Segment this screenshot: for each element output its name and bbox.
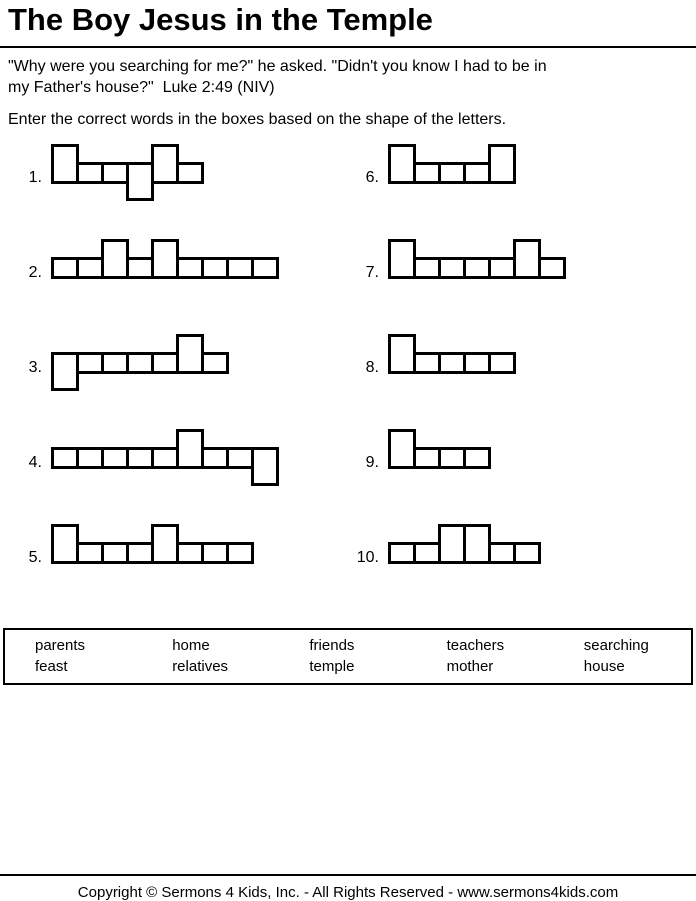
letter-box xyxy=(388,542,416,564)
letter-box xyxy=(76,352,104,374)
page-footer: Copyright © Sermons 4 Kids, Inc. - All Rights Reserved - www.sermons4kids.com xyxy=(0,874,696,901)
word-bank-word: house xyxy=(583,658,625,675)
page-title: The Boy Jesus in the Temple xyxy=(8,2,433,37)
puzzle-row xyxy=(18,106,355,201)
letter-box xyxy=(463,257,491,279)
letter-box xyxy=(388,429,416,469)
letter-box xyxy=(101,542,129,564)
letter-boxes xyxy=(388,334,516,374)
letter-box xyxy=(126,447,154,469)
letter-box xyxy=(538,257,566,279)
letter-box xyxy=(76,162,104,184)
word-bank-word: searching xyxy=(583,637,649,654)
letter-box xyxy=(251,447,279,486)
puzzle-number: 7. xyxy=(365,264,379,281)
letter-box xyxy=(151,524,179,564)
letter-box xyxy=(101,447,129,469)
word-bank-word: temple xyxy=(309,658,355,675)
letter-box xyxy=(513,542,541,564)
word-bank-word: mother xyxy=(446,658,494,675)
puzzle-number: 3. xyxy=(28,359,42,376)
letter-box xyxy=(51,447,79,469)
puzzle-row xyxy=(355,486,696,581)
letter-box xyxy=(51,524,79,564)
letter-box xyxy=(126,257,154,279)
letter-box xyxy=(413,542,441,564)
letter-box xyxy=(176,429,204,469)
letter-boxes xyxy=(51,334,229,374)
letter-box xyxy=(488,144,516,184)
letter-box xyxy=(413,447,441,469)
letter-boxes xyxy=(388,524,541,564)
puzzle-row xyxy=(355,391,696,486)
letter-box xyxy=(76,257,104,279)
word-bank-word: home xyxy=(172,637,210,654)
letter-box xyxy=(151,144,179,184)
letter-box xyxy=(151,447,179,469)
letter-box xyxy=(176,162,204,184)
puzzle-number: 4. xyxy=(28,454,42,471)
puzzle-grid xyxy=(0,106,696,581)
letter-box xyxy=(463,352,491,374)
puzzle-number: 9. xyxy=(365,454,379,471)
puzzle-number: 1. xyxy=(28,169,42,186)
word-bank-word: parents xyxy=(35,637,86,654)
letter-box xyxy=(438,447,466,469)
letter-box xyxy=(226,542,254,564)
letter-box xyxy=(226,447,254,469)
verse-line-2: my Father's house?" Luke 2:49 (NIV) xyxy=(8,79,275,96)
letter-box xyxy=(176,542,204,564)
instructions-text: Enter the correct words in the boxes based on the shape of the letters. xyxy=(8,111,507,128)
letter-box xyxy=(438,352,466,374)
letter-box xyxy=(101,352,129,374)
letter-box xyxy=(463,447,491,469)
letter-box xyxy=(201,352,229,374)
letter-box xyxy=(226,257,254,279)
puzzle-number: 5. xyxy=(28,549,42,566)
letter-box xyxy=(51,352,79,391)
puzzle-number: 10. xyxy=(356,549,379,566)
letter-box xyxy=(51,144,79,184)
letter-boxes xyxy=(51,144,204,184)
letter-box xyxy=(413,352,441,374)
letter-boxes xyxy=(388,144,516,184)
letter-box xyxy=(151,239,179,279)
letter-box xyxy=(76,447,104,469)
letter-box xyxy=(201,542,229,564)
verse-line-1: "Why were you searching for me?" he asked. "Didn't you know I had to be in xyxy=(8,58,547,75)
letter-box xyxy=(488,352,516,374)
letter-box xyxy=(438,162,466,184)
letter-boxes xyxy=(388,429,491,469)
letter-box xyxy=(388,334,416,374)
word-bank-word: teachers xyxy=(446,637,505,654)
letter-box xyxy=(176,334,204,374)
letter-box xyxy=(438,524,466,564)
puzzle-number: 8. xyxy=(365,359,379,376)
puzzle-row xyxy=(18,201,355,296)
puzzle-row xyxy=(355,201,696,296)
letter-box xyxy=(51,257,79,279)
puzzle-column-left xyxy=(18,106,355,581)
letter-box xyxy=(201,447,229,469)
puzzle-number: 6. xyxy=(365,169,379,186)
letter-box xyxy=(251,257,279,279)
letter-box xyxy=(151,352,179,374)
letter-box xyxy=(413,162,441,184)
puzzle-column-right xyxy=(355,106,696,581)
letter-box xyxy=(101,239,129,279)
puzzle-row xyxy=(355,106,696,201)
letter-box xyxy=(488,257,516,279)
letter-box xyxy=(201,257,229,279)
puzzle-row xyxy=(18,296,355,391)
word-bank-word: friends xyxy=(309,637,355,654)
letter-box xyxy=(463,524,491,564)
letter-box xyxy=(388,239,416,279)
letter-box xyxy=(438,257,466,279)
letter-box xyxy=(488,542,516,564)
letter-box xyxy=(463,162,491,184)
letter-box xyxy=(101,162,129,184)
bible-verse xyxy=(0,48,696,98)
letter-box xyxy=(388,144,416,184)
puzzle-number: 2. xyxy=(28,264,42,281)
letter-box xyxy=(176,257,204,279)
letter-box xyxy=(76,542,104,564)
letter-box xyxy=(126,162,154,201)
word-bank-word: relatives xyxy=(172,658,229,675)
letter-box xyxy=(126,352,154,374)
word-bank-word: feast xyxy=(35,658,68,675)
page-header xyxy=(0,0,696,48)
puzzle-row xyxy=(355,296,696,391)
letter-box xyxy=(513,239,541,279)
letter-boxes xyxy=(51,524,254,564)
puzzle-row xyxy=(18,391,355,486)
letter-boxes xyxy=(51,429,279,469)
puzzle-row xyxy=(18,486,355,581)
letter-box xyxy=(126,542,154,564)
letter-boxes xyxy=(51,239,279,279)
letter-box xyxy=(413,257,441,279)
letter-boxes xyxy=(388,239,566,279)
word-bank xyxy=(3,628,693,685)
